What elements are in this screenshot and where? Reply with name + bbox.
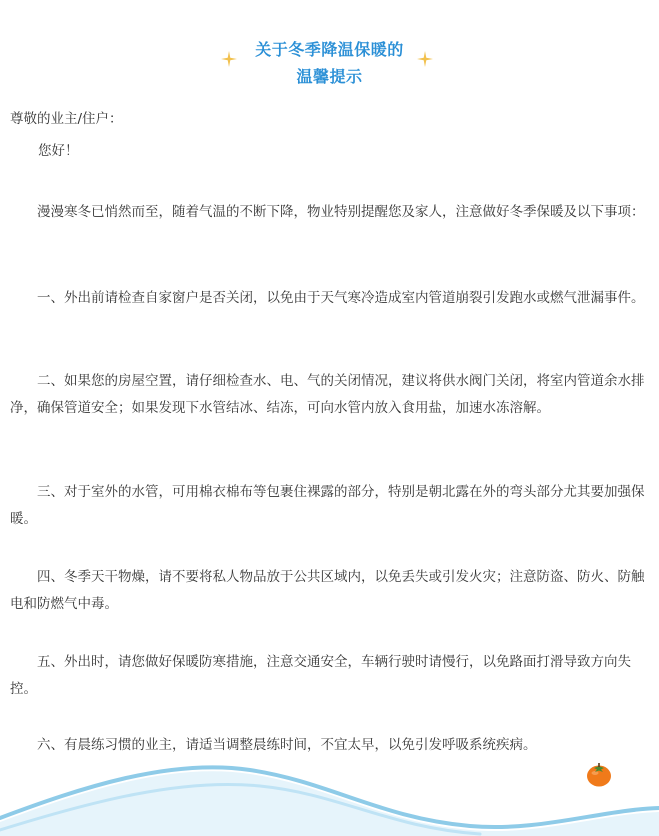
footer-wave-decoration — [0, 752, 659, 836]
greeting: 您好！ — [38, 143, 79, 159]
sparkle-icon — [417, 51, 433, 67]
persimmon-icon — [585, 760, 613, 788]
notice-item-5: 五、外出时，请您做好保暖防寒措施，注意交通安全，车辆行驶时请慢行，以免路面打滑导致方向失控。 — [10, 654, 631, 697]
notice-item-4: 四、冬季天干物燥，请不要将私人物品放于公共区域内，以免丢失或引发火灾；注意防盗、防火、防触电和防燃气中毒。 — [10, 569, 645, 612]
title-line-1: 关于冬季降温保暖的 — [255, 40, 404, 59]
notice-item-2: 二、如果您的房屋空置，请仔细检查水、电、气的关闭情况，建议将供水阀门关闭，将室内管道余水排净，确保管道安全；如果发现下水管结冰、结冻，可向水管内放入食用盐，加速水冻溶解。 — [10, 373, 645, 416]
title-line-2: 温馨提示 — [296, 67, 363, 86]
sparkle-icon — [221, 51, 237, 67]
salutation: 尊敬的业主/住户： — [10, 111, 123, 127]
notice-item-1: 一、外出前请检查自家窗户是否关闭，以免由于天气寒冷造成室内管道崩裂引发跑水或燃气泄漏事件。 — [37, 290, 645, 306]
notice-title — [0, 36, 659, 90]
notice-item-6: 六、有晨练习惯的业主，请适当调整晨练时间，不宜太早，以免引发呼吸系统疾病。 — [37, 737, 537, 753]
intro-paragraph: 漫漫寒冬已悄然而至，随着气温的不断下降，物业特别提醒您及家人，注意做好冬季保暖及以下事项： — [37, 204, 645, 220]
notice-item-3: 三、对于室外的水管，可用棉衣棉布等包裹住裸露的部分，特别是朝北露在外的弯头部分尤其要加强保暖。 — [10, 484, 645, 527]
